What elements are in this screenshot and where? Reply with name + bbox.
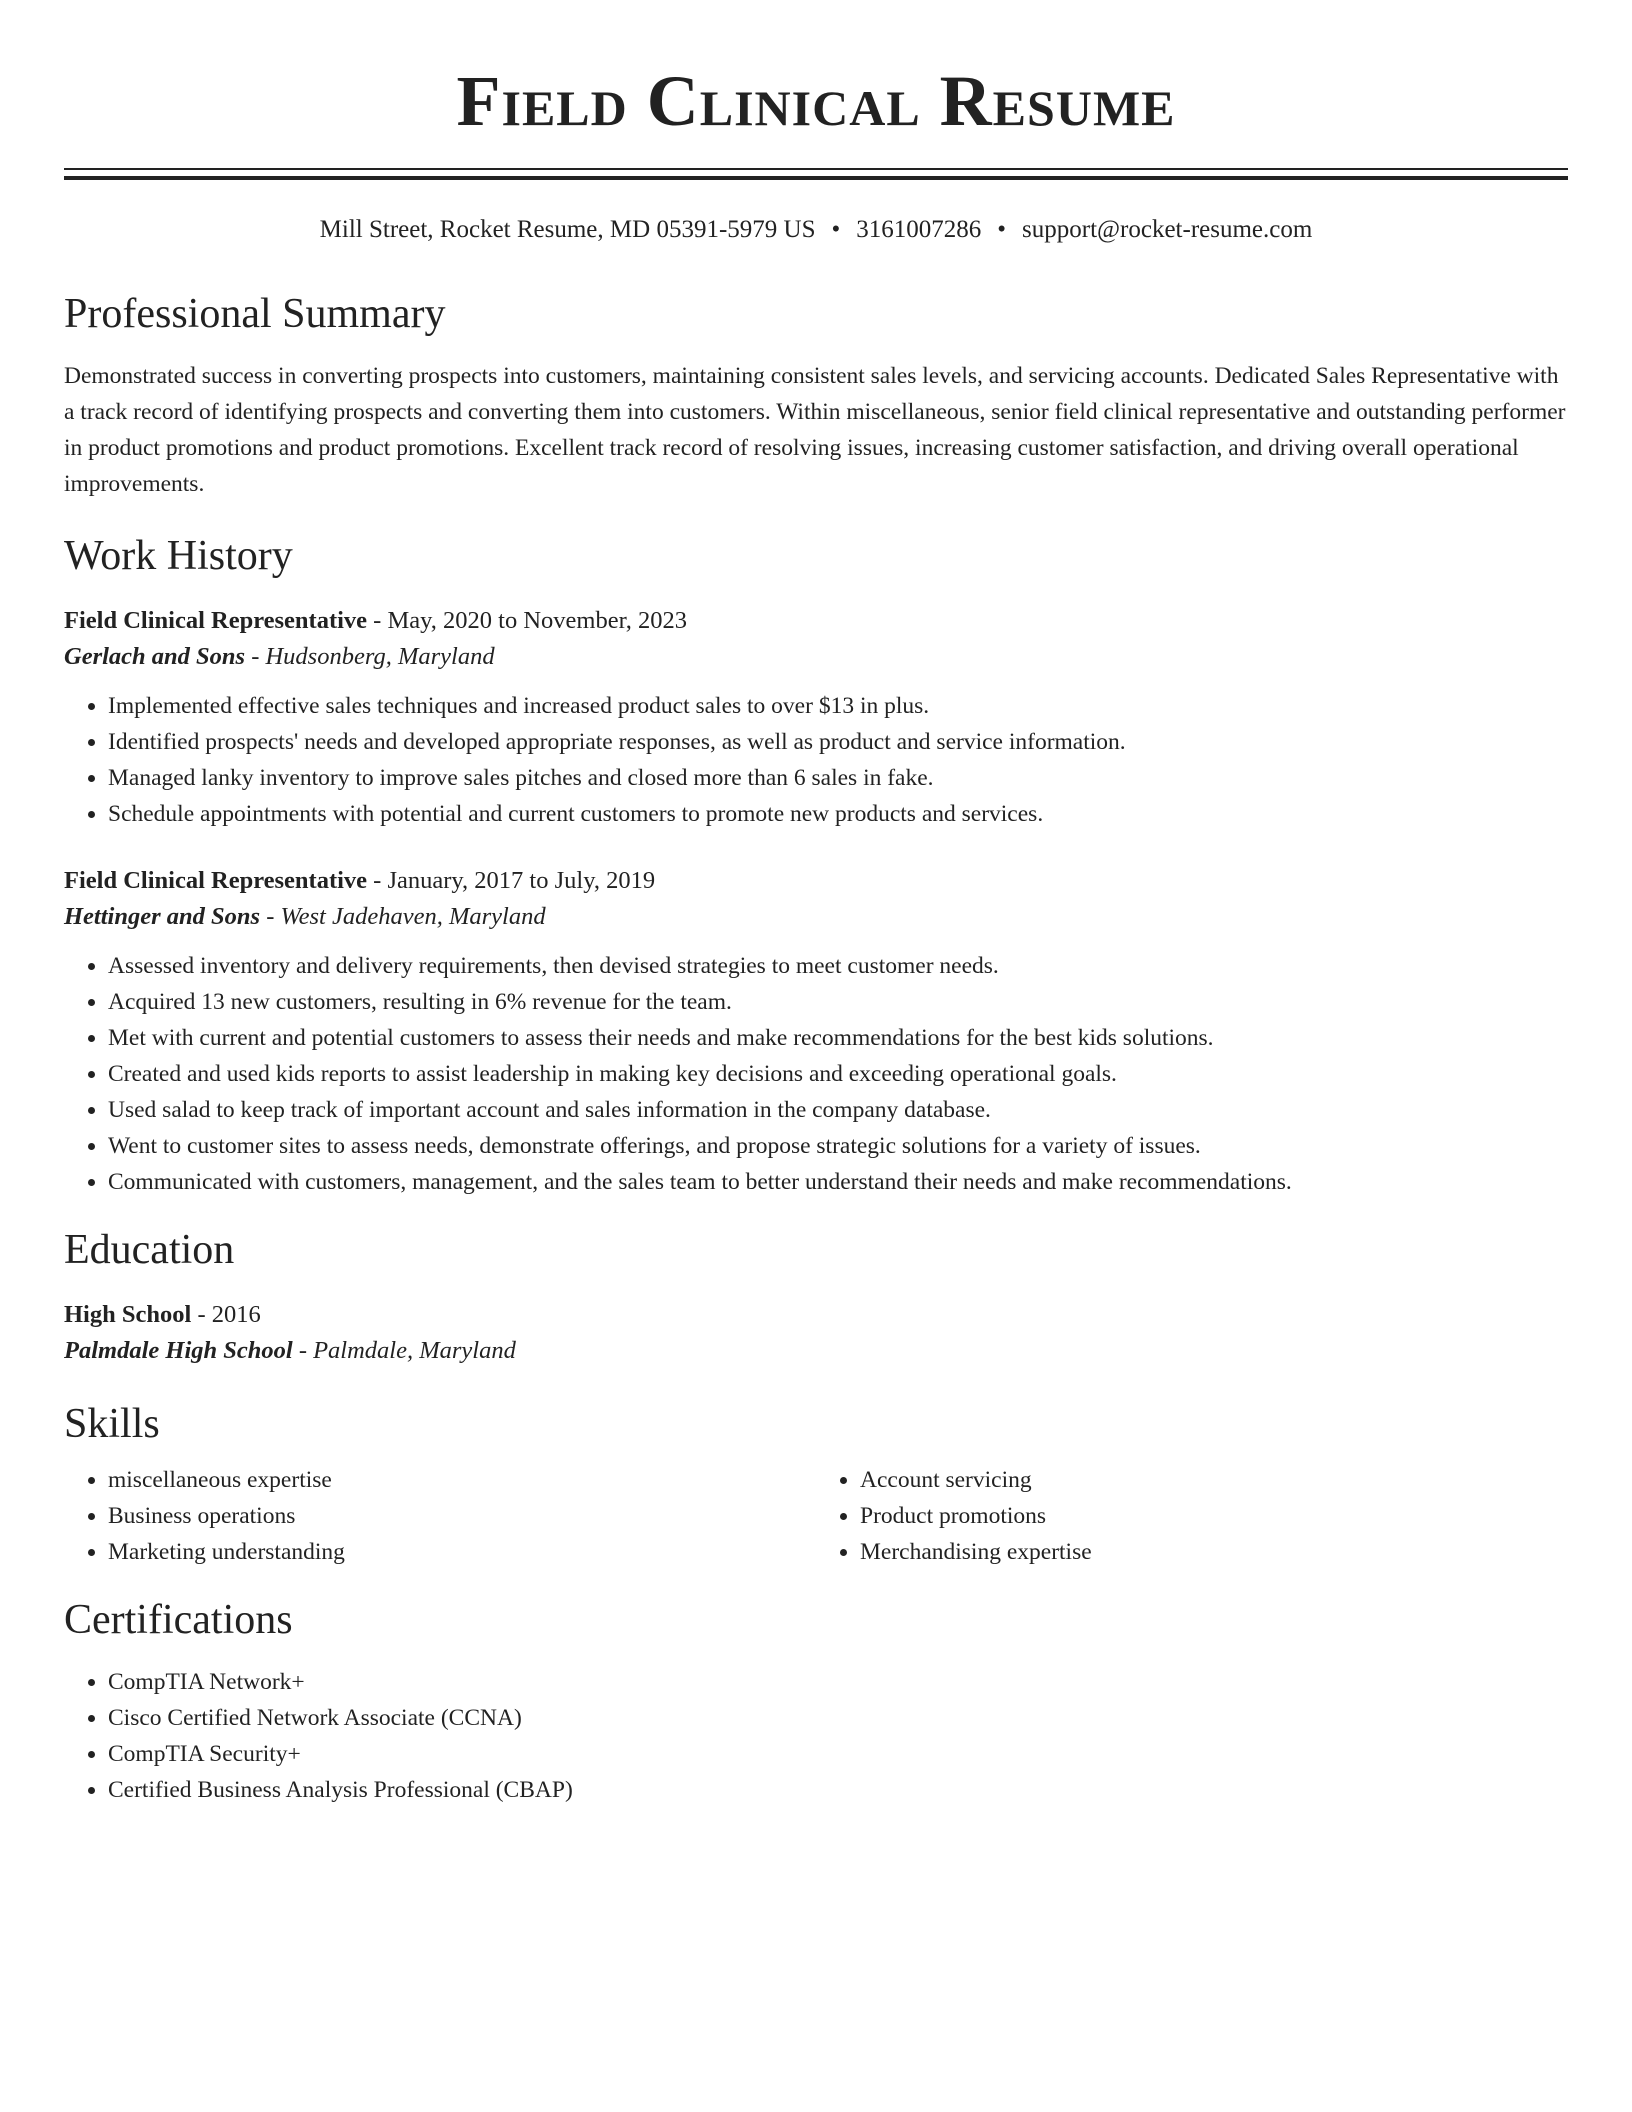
list-item: • Identified prospects' needs and developed appropriate responses, as well as product and service information.	[108, 724, 1568, 760]
education-entry	[64, 1298, 1568, 1370]
list-item: • Met with current and potential customers to assess their needs and make recommendations for the best kids solutions.	[108, 1020, 1568, 1056]
list-item: • CompTIA Network+	[108, 1664, 1568, 1700]
job-dates: - January, 2017 to July, 2019	[367, 867, 656, 894]
job-title: Field Clinical Representative	[64, 867, 368, 894]
list-item: • Used salad to keep track of important account and sales information in the company database.	[108, 1092, 1568, 1128]
education-degree: High School	[64, 1301, 192, 1328]
education-school-line	[64, 1332, 1568, 1370]
skills-heading: Skills	[64, 1401, 160, 1447]
list-item: • Product promotions	[860, 1498, 1568, 1534]
contact-address: Mill Street, Rocket Resume, MD 05391-5979 US	[319, 216, 816, 243]
contact-phone: 3161007286	[856, 216, 982, 243]
job-title: Field Clinical Representative	[64, 607, 368, 634]
list-item: • CompTIA Security+	[108, 1736, 1568, 1772]
summary-text: Demonstrated success in converting prospects into customers, maintaining consistent sales levels, and servicing accounts. Dedicated Sales Representative with a track record of identifying prospects and converting them into customers. Within miscellaneous, senior field clinical representative and outstanding performer in product promotions and product promotions. Excellent track record of resolving issues, increasing customer satisfaction, and driving overall operational improvements.	[64, 363, 1566, 497]
skills-grid	[64, 1462, 1568, 1570]
list-item: • Merchandising expertise	[860, 1534, 1568, 1570]
job-bullets	[64, 688, 1568, 832]
work-history-heading: Work History	[64, 533, 293, 579]
job-header	[64, 604, 1568, 638]
job-bullets	[64, 948, 1568, 1200]
list-item: • Assessed inventory and delivery requirements, then devised strategies to meet customer needs.	[108, 948, 1568, 984]
divider-thick	[64, 176, 1568, 180]
contact-separator: •	[831, 216, 841, 243]
education-school: Palmdale High School	[64, 1337, 293, 1364]
list-item: • Business operations	[108, 1498, 816, 1534]
certifications-list	[64, 1664, 1568, 1808]
job-company: Gerlach and Sons	[64, 643, 246, 670]
contact-line	[64, 214, 1568, 246]
list-item: • Certified Business Analysis Professional (CBAP)	[108, 1772, 1568, 1808]
job-entry	[64, 604, 1568, 832]
page-title: Field Clinical Resume	[456, 61, 1176, 141]
job-location: - Hudsonberg, Maryland	[245, 643, 495, 670]
list-item: • Went to customer sites to assess needs, demonstrate offerings, and propose strategic solutions for a variety of issues.	[108, 1128, 1568, 1164]
list-item: • Implemented effective sales techniques and increased product sales to over $13 in plus.	[108, 688, 1568, 724]
list-item: • Schedule appointments with potential and current customers to promote new products and services.	[108, 796, 1568, 832]
contact-separator: •	[997, 216, 1007, 243]
summary-heading: Professional Summary	[64, 291, 446, 337]
list-item: • Marketing understanding	[108, 1534, 816, 1570]
list-item: • Cisco Certified Network Associate (CCNA)	[108, 1700, 1568, 1736]
list-item: • Acquired 13 new customers, resulting in 6% revenue for the team.	[108, 984, 1568, 1020]
skills-right-list	[816, 1462, 1568, 1570]
job-entry	[64, 864, 1568, 1200]
education-header	[64, 1298, 1568, 1332]
job-location: - West Jadehaven, Maryland	[260, 903, 546, 930]
job-employer	[64, 898, 1568, 936]
job-header	[64, 864, 1568, 898]
contact-email: support@rocket-resume.com	[1022, 216, 1313, 243]
list-item: • Created and used kids reports to assist leadership in making key decisions and exceeding operational goals.	[108, 1056, 1568, 1092]
job-employer	[64, 638, 1568, 676]
education-heading: Education	[64, 1227, 235, 1273]
job-dates: - May, 2020 to November, 2023	[367, 607, 688, 634]
list-item: • Account servicing	[860, 1462, 1568, 1498]
title-divider	[64, 168, 1568, 180]
education-year: - 2016	[191, 1301, 261, 1328]
list-item: • Communicated with customers, management, and the sales team to better understand their needs and make recommendations.	[108, 1164, 1568, 1200]
education-location: - Palmdale, Maryland	[292, 1337, 516, 1364]
list-item: • miscellaneous expertise	[108, 1462, 816, 1498]
job-company: Hettinger and Sons	[64, 903, 261, 930]
skills-left-list	[64, 1462, 816, 1570]
list-item: • Managed lanky inventory to improve sales pitches and closed more than 6 sales in fake.	[108, 760, 1568, 796]
certifications-heading: Certifications	[64, 1597, 293, 1643]
divider-thin	[64, 168, 1568, 170]
